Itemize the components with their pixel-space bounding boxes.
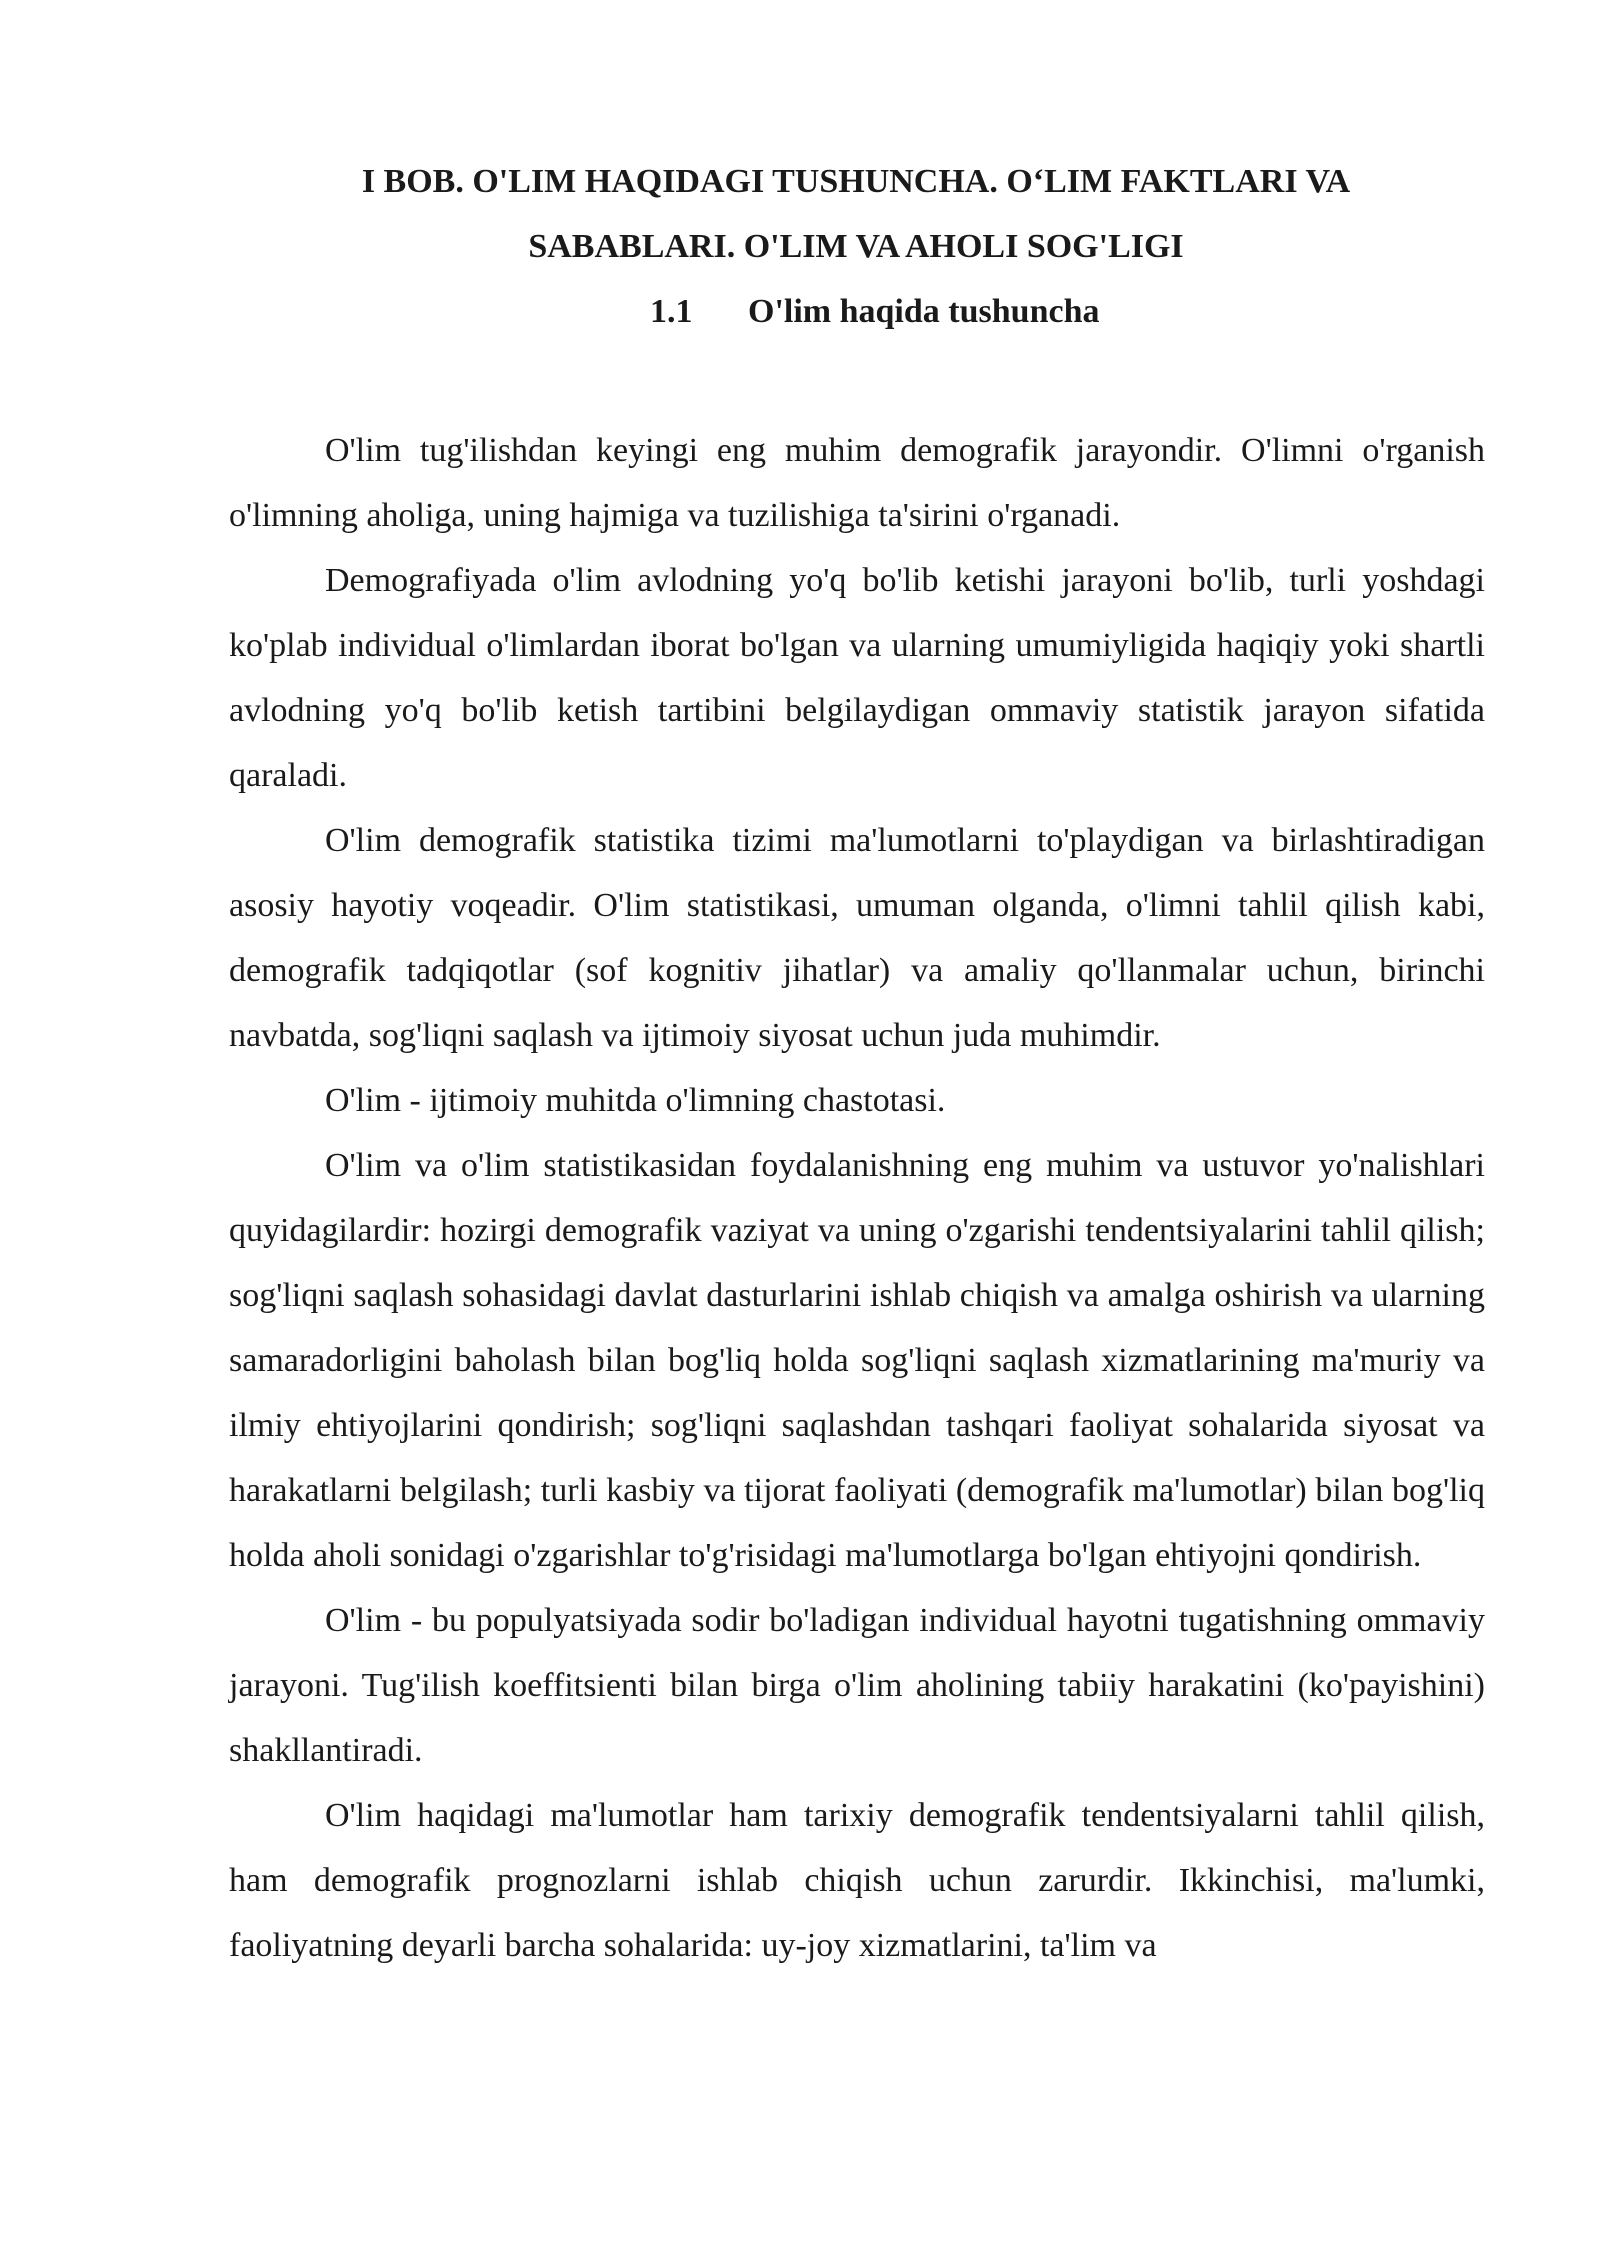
paragraph: O'lim - ijtimoiy muhitda o'limning chastotasi.: [325, 1082, 946, 1119]
paragraph: O'lim demografik statistika tizimi ma'lumotlarni to'playdigan va birlashtiradigan asosiy hayotiy voqeadir. O'lim statistikasi, umuman olganda, o'limni tahlil qilish kabi, demografik tadqiqotlar (sof kognitiv jihatlar) va amaliy qo'llanmalar uchun, birinchi navbatda, sog'liqni saqlash va ijtimoiy siyosat uchun juda muhimdir.: [229, 822, 1485, 1054]
body-text: [229, 418, 1485, 1978]
paragraph: O'lim tug'ilishdan keyingi eng muhim demografik jarayondir. O'limni o'rganish o'limning aholiga, uning hajmiga va tuzilishiga ta'sirini o'rganadi.: [229, 432, 1485, 534]
section-title: O'lim haqida tushuncha: [748, 293, 1100, 330]
section-number: 1.1: [650, 293, 693, 330]
paragraph: O'lim va o'lim statistikasidan foydalanishning eng muhim va ustuvor yo'nalishlari quyidagilardir: hozirgi demografik vaziyat va uning o'zgarishi tendentsiyalarini tahlil qilish; sog'liqni saqlash sohasidagi davlat dasturlarini ishlab chiqish va amalga oshirish va ularning samaradorligini baholash bilan bog'liq holda sog'liqni saqlash xizmatlarining ma'muriy va ilmiy ehtiyojlarini qondirish; sog'liqni saqlashdan tashqari faoliyat sohalarida siyosat va harakatlarni belgilash; turli kasbiy va tijorat faoliyati (demografik ma'lumotlar) bilan bog'liq holda aholi sonidagi o'zgarishlar to'g'risidagi ma'lumotlarga bo'lgan ehtiyojni qondirish.: [229, 1147, 1485, 1574]
paragraph: O'lim - bu populyatsiyada sodir bo'ladigan individual hayotni tugatishning ommaviy jarayoni. Tug'ilish koeffitsienti bilan birga o'lim aholining tabiiy harakatini (ko'payishini) shakllantiradi.: [229, 1602, 1485, 1769]
chapter-title-line-2: SABABLARI. O'LIM VA AHOLI SOG'LIGI: [528, 228, 1184, 265]
chapter-title-line-1: I BOB. O'LIM HAQIDAGI TUSHUNCHA. O‘LIM FAKTLARI VA: [361, 163, 1351, 200]
paragraph: O'lim haqidagi ma'lumotlar ham tarixiy demografik tendentsiyalarni tahlil qilish, ham demografik prognozlarni ishlab chiqish uchun zarurdir. Ikkinchisi, ma'lumki, faoliyatning deyarli barcha sohalarida: uy-joy xizmatlarini, ta'lim va: [229, 1797, 1485, 1964]
paragraph: Demografiyada o'lim avlodning yo'q bo'lib ketishi jarayoni bo'lib, turli yoshdagi ko'plab individual o'limlardan iborat bo'lgan va ularning umumiyligida haqiqiy yoki shartli avlodning yo'q bo'lib ketish tartibini belgilaydigan ommaviy statistik jarayon sifatida qaraladi.: [229, 562, 1485, 794]
section-heading: [650, 292, 1099, 332]
